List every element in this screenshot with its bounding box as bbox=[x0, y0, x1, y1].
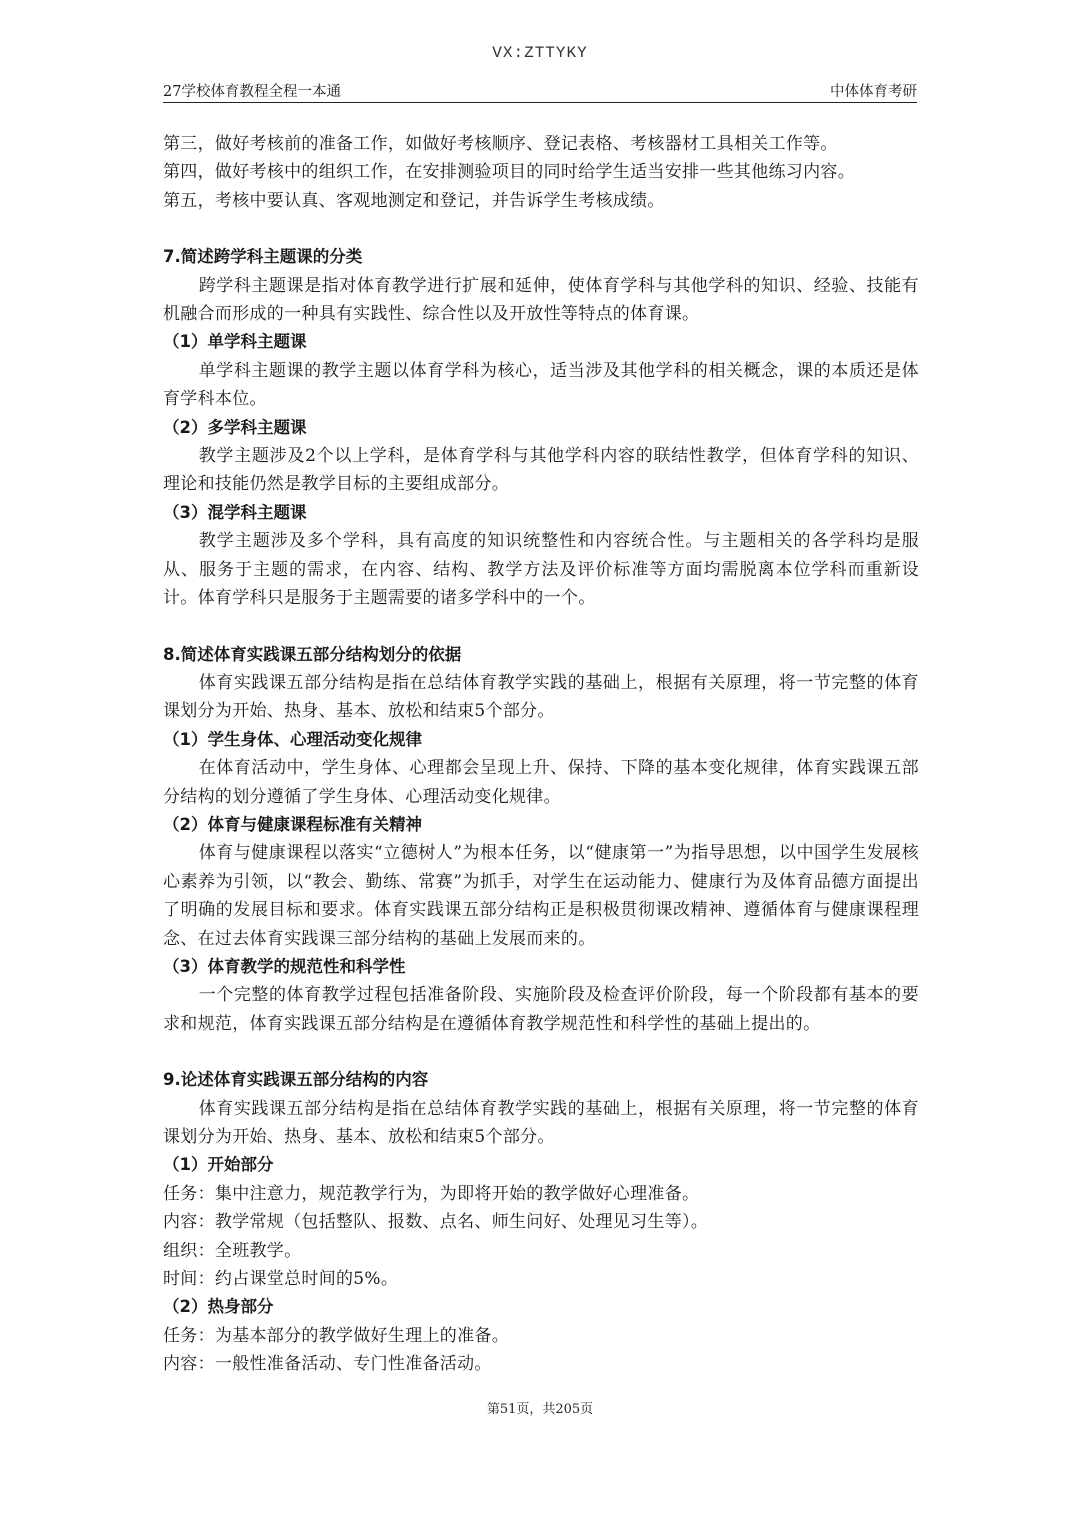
q9-part-heading: （2）热身部分 bbox=[163, 1297, 274, 1317]
q7-item-heading: （3）混学科主题课 bbox=[163, 502, 307, 522]
page-number: 第51页，共205页 bbox=[486, 1402, 594, 1417]
header-publisher: 中体体育考研 bbox=[830, 84, 917, 100]
q8-item-heading: （1）学生身体、心理活动变化规律 bbox=[163, 729, 422, 749]
question-9-title: 9.论述体育实践课五部分结构的内容 bbox=[163, 1070, 429, 1090]
question-7 bbox=[163, 243, 919, 612]
header-book-title: 27学校体育教程全程一本通 bbox=[163, 84, 341, 100]
q7-item-body: 教学主题涉及多个学科，具有高度的知识统整性和内容统合性。与主题相关的各学科均是服从、服务于主题的需求，在内容、结构、教学方法及评价标准等方面均需脱离本位学科而重新设计。体育学科只是服务于主题需要的诸多学科中的一个。 bbox=[163, 531, 919, 609]
q8-item-body: 一个完整的体育教学过程包括准备阶段、实施阶段及检查评价阶段，每一个阶段都有基本的要求和规范，体育实践课五部分结构是在遵循体育教学规范性和科学性的基础上提出的。 bbox=[163, 985, 919, 1034]
q7-item-heading: （2）多学科主题课 bbox=[163, 417, 307, 437]
q9-part-line: 组织：全班教学。 bbox=[163, 1240, 302, 1261]
intro-line: 第五，考核中要认真、客观地测定和登记，并告诉学生考核成绩。 bbox=[163, 190, 665, 211]
intro-line: 第四，做好考核中的组织工作，在安排测验项目的同时给学生适当安排一些其他练习内容。 bbox=[163, 162, 855, 183]
q8-item-heading: （3）体育教学的规范性和科学性 bbox=[163, 956, 406, 976]
q9-part-line: 任务：为基本部分的教学做好生理上的准备。 bbox=[163, 1325, 509, 1346]
q9-part-line: 内容：教学常规（包括整队、报数、点名、师生问好、处理见习生等）。 bbox=[163, 1212, 709, 1233]
question-8 bbox=[163, 641, 919, 1039]
question-7-title: 7.简述跨学科主题课的分类 bbox=[163, 247, 363, 267]
q8-item-body: 体育与健康课程以落实“立德树人”为根本任务，以“健康第一”为指导思想，以中国学生发展核心素养为引领，以“教会、勤练、常赛”为抓手，对学生在运动能力、健康行为及体育品德方面提出了明确的发展目标和要求。体育实践课五部分结构正是积极贯彻课改精神、遵循体育与健康课程理念、在过去体育实践课三部分结构的基础上发展而来的。 bbox=[163, 843, 919, 949]
question-9-intro: 体育实践课五部分结构是指在总结体育教学实践的基础上，根据有关原理，将一节完整的体育课划分为开始、热身、基本、放松和结束5个部分。 bbox=[163, 1098, 919, 1147]
question-9 bbox=[163, 1066, 919, 1378]
page-header bbox=[163, 80, 917, 103]
q7-item-heading: （1）单学科主题课 bbox=[163, 332, 307, 352]
page-content bbox=[163, 130, 919, 1379]
q8-item-body: 在体育活动中，学生身体、心理都会呈现上升、保持、下降的基本变化规律，体育实践课五部分结构的划分遵循了学生身体、心理活动变化规律。 bbox=[163, 758, 919, 807]
q9-part-line: 任务：集中注意力，规范教学行为，为即将开始的教学做好心理准备。 bbox=[163, 1183, 700, 1204]
intro-line: 第三，做好考核前的准备工作，如做好考核顺序、登记表格、考核器材工具相关工作等。 bbox=[163, 134, 838, 154]
q9-part-line: 内容：一般性准备活动、专门性准备活动。 bbox=[163, 1354, 492, 1375]
question-7-intro: 跨学科主题课是指对体育教学进行扩展和延伸，使体育学科与其他学科的知识、经验、技能有机融合而形成的一种具有实践性、综合性以及开放性等特点的体育课。 bbox=[163, 275, 919, 325]
q9-part-line: 时间：约占课堂总时间的5%。 bbox=[163, 1269, 399, 1290]
q8-item-heading: （2）体育与健康课程标准有关精神 bbox=[163, 814, 422, 834]
q7-item-body: 单学科主题课的教学主题以体育学科为核心，适当涉及其他学科的相关概念，课的本质还是体育学科本位。 bbox=[163, 360, 919, 410]
q9-part-heading: （1）开始部分 bbox=[163, 1155, 274, 1175]
q7-item-body: 教学主题涉及2个以上学科，是体育学科与其他学科内容的联结性教学，但体育学科的知识、理论和技能仍然是教学目标的主要组成部分。 bbox=[163, 446, 919, 495]
question-8-intro: 体育实践课五部分结构是指在总结体育教学实践的基础上，根据有关原理，将一节完整的体育课划分为开始、热身、基本、放松和结束5个部分。 bbox=[163, 672, 919, 722]
watermark: VX:ZTTYKY bbox=[492, 44, 588, 62]
question-8-title: 8.简述体育实践课五部分结构划分的依据 bbox=[163, 644, 462, 664]
